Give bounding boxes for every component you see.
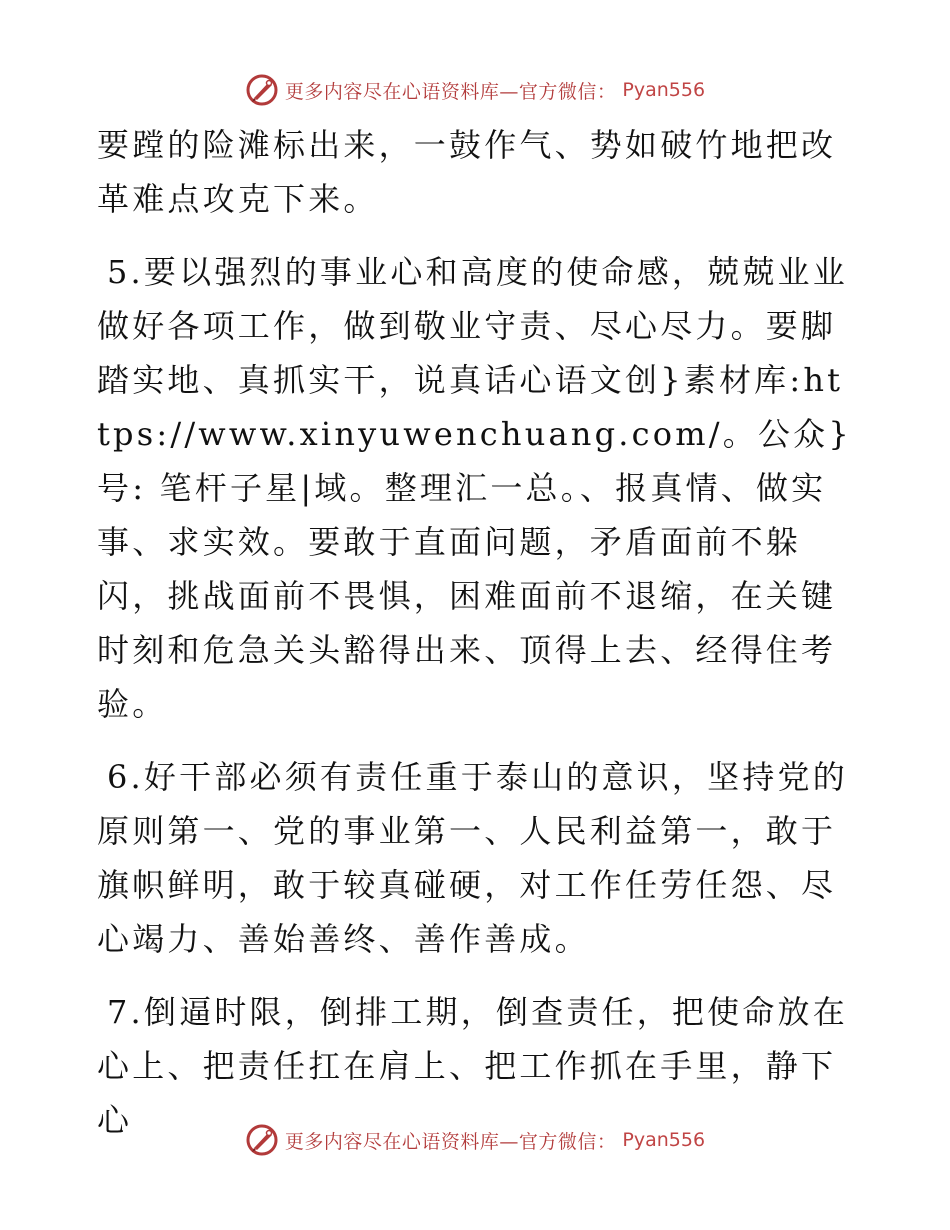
footer-wechat-id: Pyan556 [622,1129,706,1151]
header-banner-text: 更多内容尽在心语资料库—官方微信： [284,80,617,103]
document-body [97,118,855,1147]
header-wechat-id: Pyan556 [622,79,706,101]
footer-banner [0,1120,950,1160]
paragraph-item-5: 5.要以强烈的事业心和高度的使命感，兢兢业业做好各项工作，做到敬业守责、尽心尽力。要脚踏实地、真抓实干，说真话心语文创}素材库:https://www.xinyuwenchuang.com/。公众}号: 笔杆子星|域。整理汇一总。、报真情、做实事、求实效。要敢于直面问题，矛盾面前不躲闪，挑战面前不畏惧，困难面前不退缩，在关键时刻和危急关头豁得出来、顶得上去、经得住考验。 [97,253,852,723]
quill-logo-icon [245,73,279,107]
paragraph-item-7: 7.倒逼时限，倒排工期，倒查责任，把使命放在心上、把责任扛在肩上、把工作抓在手里，静下心 [97,993,848,1139]
paragraph-item-6: 6.好干部必须有责任重于泰山的意识，坚持党的原则第一、党的事业第一、人民利益第一，敢于旗帜鲜明，敢于较真碰硬，对工作任劳任怨、尽心竭力、善始善终、善作善成。 [97,758,848,958]
quill-logo-icon [245,1123,279,1157]
header-banner [0,70,950,110]
footer-banner-text: 更多内容尽在心语资料库—官方微信： [284,1130,617,1153]
paragraph-continuation: 要蹚的险滩标出来，一鼓作气、势如破竹地把改革难点攻克下来。 [97,126,837,218]
